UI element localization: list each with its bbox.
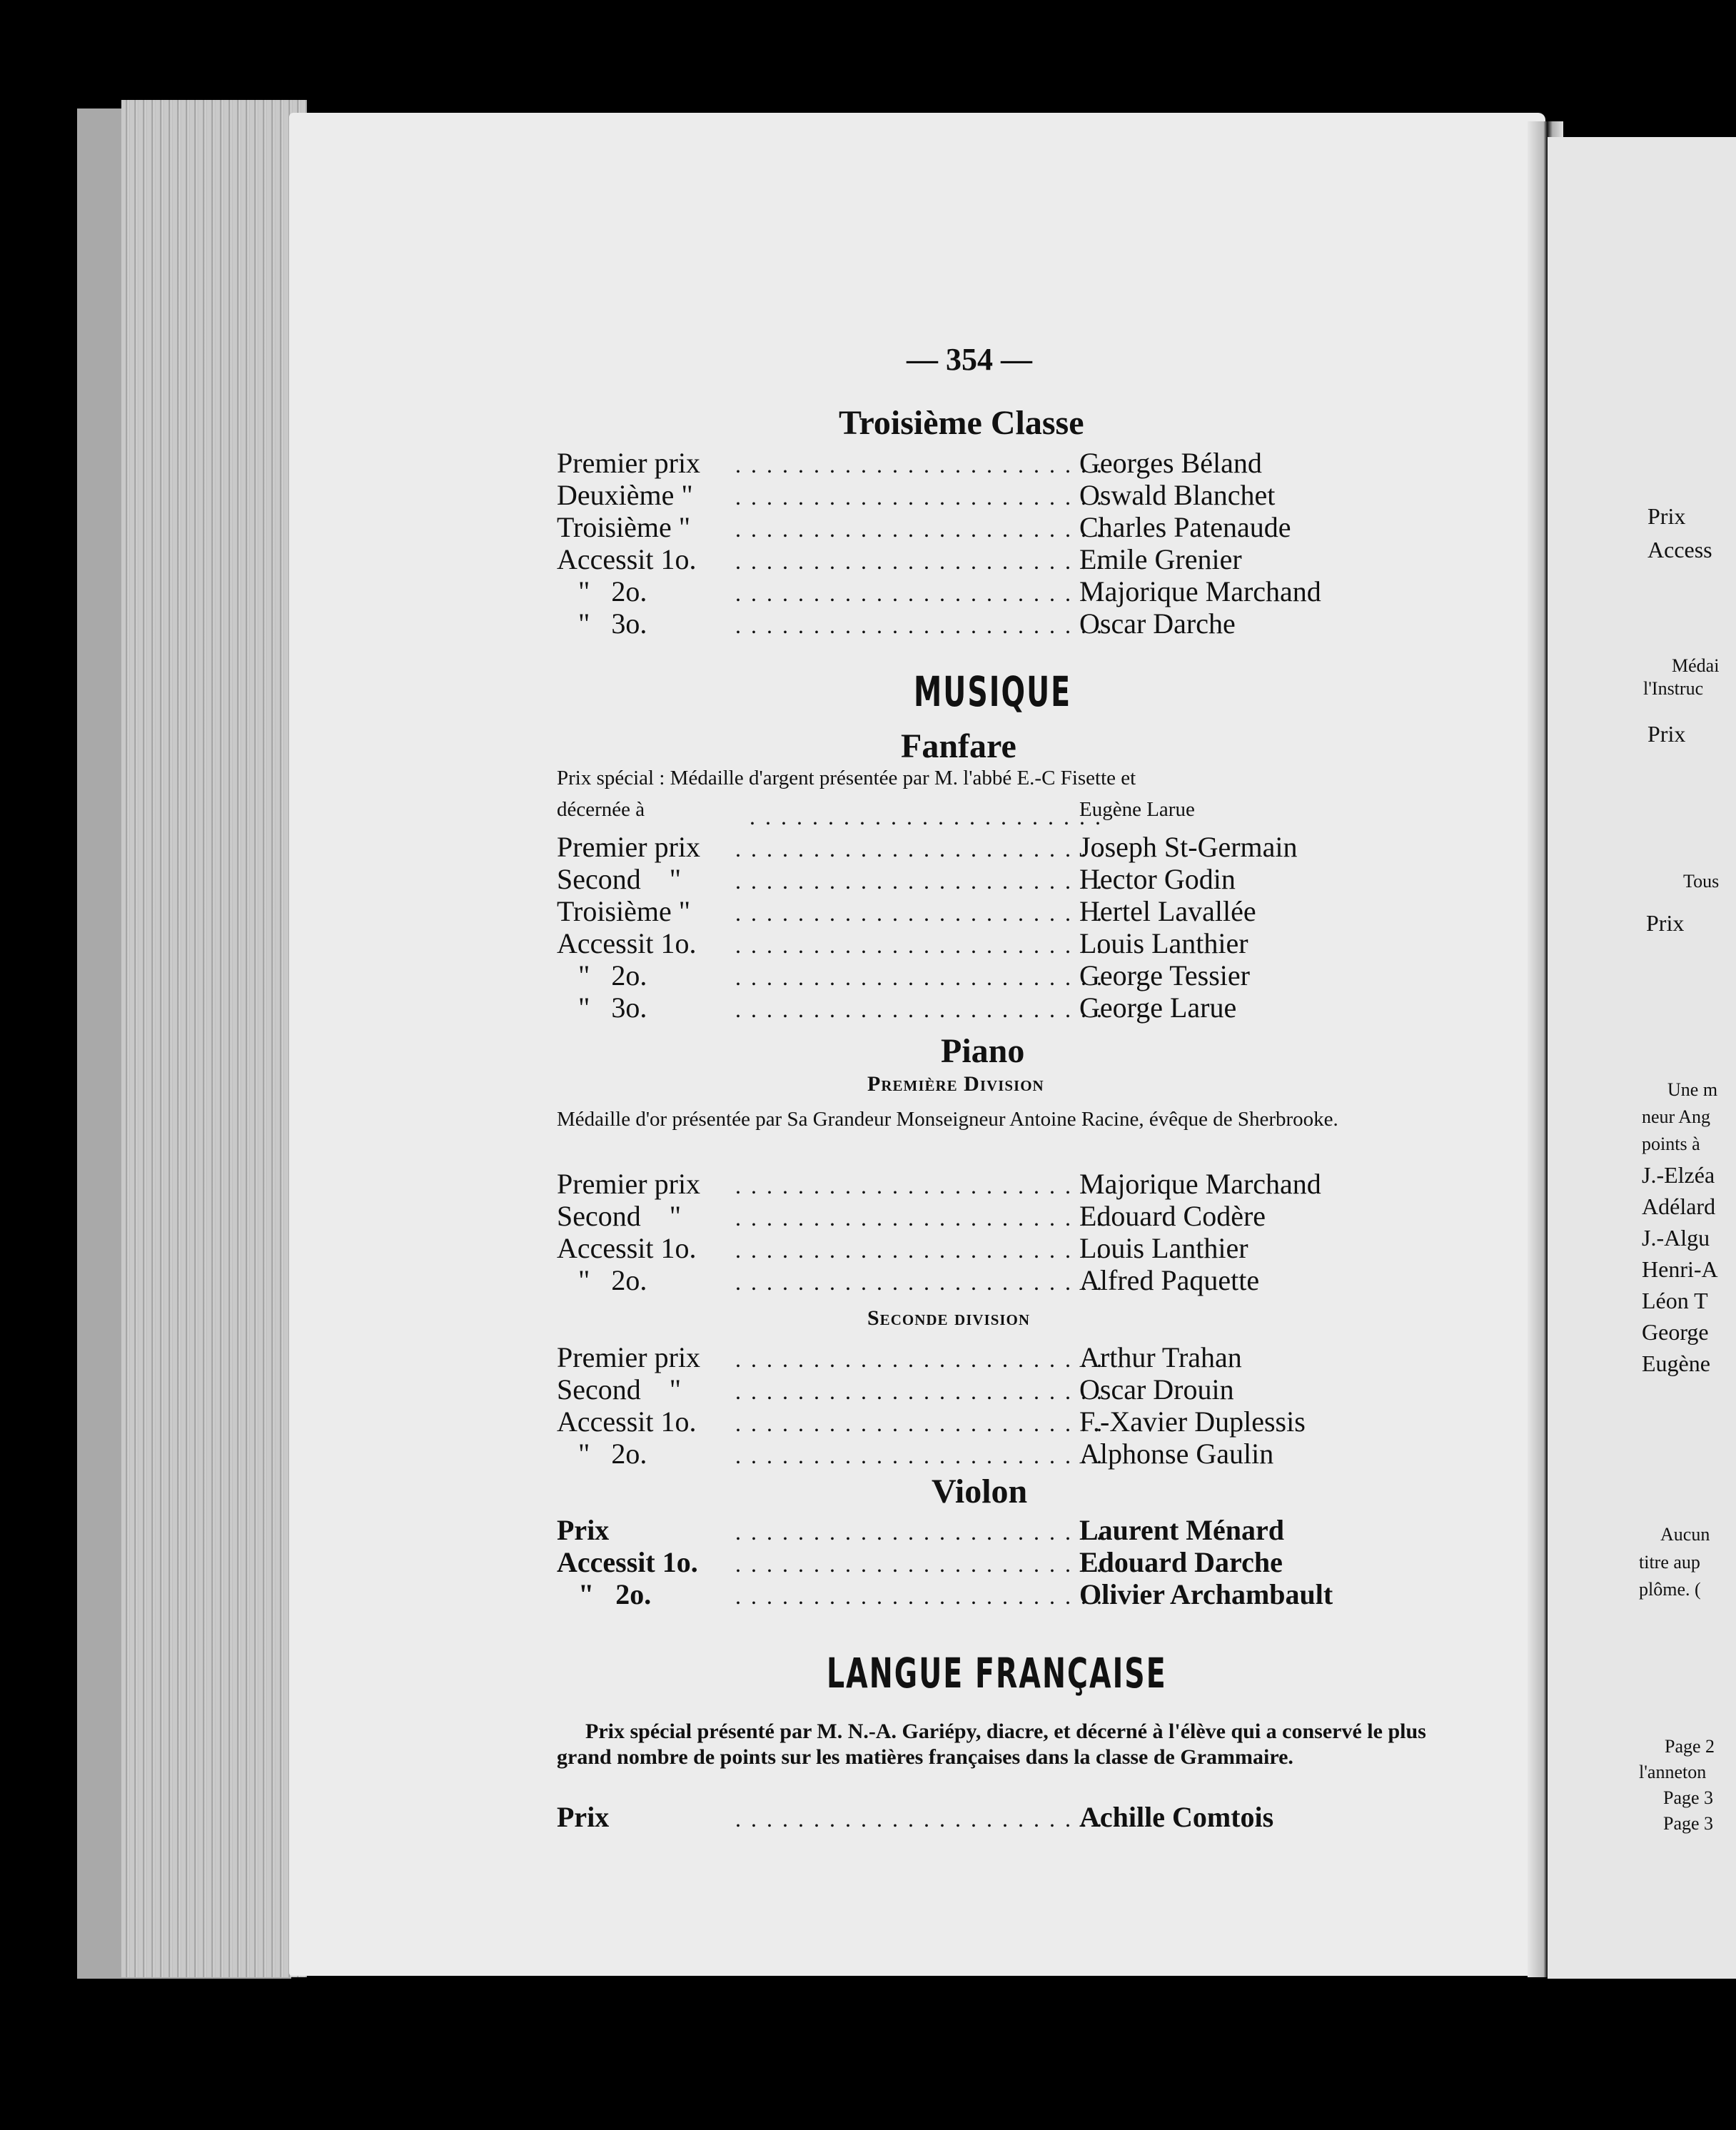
heading-langue-francaise: LANGUE FRANÇAISE bbox=[827, 1649, 1167, 1697]
page-number: — 354 — bbox=[907, 342, 1032, 377]
prize-row bbox=[557, 1800, 1399, 1832]
prize-row bbox=[557, 575, 1399, 606]
winner-name: Alphonse Gaulin bbox=[1079, 1438, 1274, 1470]
leader-dots bbox=[735, 1551, 1106, 1573]
prize-row bbox=[557, 991, 1399, 1022]
prize-label: " 3o. bbox=[557, 607, 647, 640]
right-fragment: George bbox=[1642, 1319, 1709, 1345]
prize-label: Accessit 1o. bbox=[557, 543, 697, 575]
leader-dots bbox=[735, 1269, 1106, 1291]
right-fragment: Prix bbox=[1646, 910, 1685, 936]
winner-name: Georges Béland bbox=[1079, 447, 1262, 479]
prize-row bbox=[557, 1199, 1399, 1231]
prize-row bbox=[557, 510, 1399, 542]
prize-label: Second " bbox=[557, 1373, 682, 1405]
prize-row bbox=[557, 478, 1399, 510]
prize-label: " 2o. bbox=[557, 959, 647, 991]
prize-label: " 2o. bbox=[557, 1264, 647, 1296]
right-fragment: Henri-A bbox=[1642, 1256, 1718, 1282]
right-fragment: Médai bbox=[1672, 655, 1720, 676]
prize-label: Troisième " bbox=[557, 511, 691, 543]
winner-name: Laurent Ménard bbox=[1079, 1514, 1285, 1546]
fanfare-special-row bbox=[557, 798, 1399, 829]
right-fragment: Prix bbox=[1647, 503, 1686, 529]
prize-row bbox=[557, 1263, 1399, 1295]
prize-label: Accessit 1o. bbox=[557, 1546, 698, 1578]
winner-name: Edouard Darche bbox=[1079, 1546, 1283, 1578]
winner-name: Charles Patenaude bbox=[1079, 511, 1291, 543]
leader-dots bbox=[735, 1378, 1106, 1400]
prize-label: Second " bbox=[557, 1200, 682, 1232]
prize-row bbox=[557, 1513, 1399, 1545]
prize-label: " 2o. bbox=[557, 1438, 647, 1470]
winner-name: Olivier Archambault bbox=[1079, 1578, 1333, 1610]
prize-label: Prix bbox=[557, 1801, 610, 1833]
prize-row bbox=[557, 862, 1399, 894]
leader-dots bbox=[735, 868, 1106, 889]
leader-dots bbox=[735, 1173, 1106, 1194]
prize-label: " 3o. bbox=[557, 991, 647, 1024]
leader-dots bbox=[735, 1583, 1106, 1605]
leader-dots bbox=[735, 1443, 1106, 1464]
leader-dots bbox=[735, 836, 1106, 857]
heading-musique: MUSIQUE bbox=[914, 667, 1072, 716]
right-fragment: Prix bbox=[1647, 721, 1686, 747]
leader-dots bbox=[735, 1410, 1106, 1432]
prize-row bbox=[557, 927, 1399, 958]
prize-label: Accessit 1o. bbox=[557, 1232, 697, 1264]
section-title-violon: Violon bbox=[932, 1473, 1028, 1510]
piano-medal-text: Médaille d'or présentée par Sa Grandeur Monseigneur Antoine Racine, évêque de Sherbrooke. bbox=[557, 1108, 1338, 1131]
leader-dots bbox=[735, 452, 1106, 473]
leader-dots bbox=[735, 996, 1106, 1018]
right-fragment: plôme. ( bbox=[1639, 1579, 1701, 1600]
prize-row bbox=[557, 830, 1399, 862]
winner-name: Hertel Lavallée bbox=[1079, 895, 1256, 927]
right-fragment: J.-Algu bbox=[1642, 1225, 1710, 1251]
prize-row bbox=[557, 1545, 1399, 1577]
winner-name: Emile Grenier bbox=[1079, 543, 1242, 575]
prize-row bbox=[557, 1437, 1399, 1468]
leader-dots bbox=[735, 1346, 1106, 1368]
subsection-premiere-division: Première Division bbox=[867, 1072, 1044, 1096]
winner-name: Alfred Paquette bbox=[1079, 1264, 1260, 1296]
winner-name: Oscar Drouin bbox=[1079, 1373, 1234, 1405]
prize-row bbox=[557, 1231, 1399, 1263]
prize-label: Premier prix bbox=[557, 1341, 701, 1373]
right-fragment: J.-Elzéa bbox=[1642, 1162, 1715, 1188]
winner-name: Joseph St-Germain bbox=[1079, 831, 1298, 863]
leader-dots bbox=[735, 1205, 1106, 1226]
winner-name: Achille Comtois bbox=[1079, 1801, 1274, 1833]
prize-label: Premier prix bbox=[557, 831, 701, 863]
prize-label: Premier prix bbox=[557, 447, 701, 479]
winner-name: Louis Lanthier bbox=[1079, 1232, 1248, 1264]
right-fragment: l'Instruc bbox=[1643, 678, 1704, 699]
right-fragment: Eugène bbox=[1642, 1351, 1710, 1376]
right-fragment: Access bbox=[1647, 537, 1712, 562]
leader-dots bbox=[735, 548, 1106, 570]
section-title-fanfare: Fanfare bbox=[901, 727, 1016, 765]
special-label: décernée à bbox=[557, 798, 645, 821]
prize-row bbox=[557, 607, 1399, 638]
winner-name: Oscar Darche bbox=[1079, 607, 1236, 640]
leader-dots bbox=[750, 804, 1106, 825]
right-fragment: l'anneton bbox=[1639, 1762, 1707, 1782]
winner-name: F.-Xavier Duplessis bbox=[1079, 1405, 1306, 1438]
prize-row bbox=[557, 1578, 1399, 1609]
prize-label: Prix bbox=[557, 1514, 610, 1546]
winner-name: Hector Godin bbox=[1079, 863, 1236, 895]
leader-dots bbox=[735, 484, 1106, 505]
section-title-troisieme-classe: Troisième Classe bbox=[839, 404, 1084, 442]
winner-name: Louis Lanthier bbox=[1079, 927, 1248, 959]
right-fragment: Page 2 bbox=[1665, 1736, 1715, 1757]
leader-dots bbox=[735, 964, 1106, 986]
right-fragment: Page 3 bbox=[1663, 1813, 1714, 1834]
langue-special-prize-text: Prix spécial présenté par M. N.-A. Gariépy, diacre, et décerné à l'élève qui a conservé le plus grand nombre de points sur les matières françaises dans la classe de Grammaire. bbox=[557, 1720, 1426, 1769]
prize-label: Deuxième " bbox=[557, 479, 693, 511]
fanfare-special-prize: Prix spécial : Médaille d'argent présentée par M. l'abbé E.-C Fisette et bbox=[557, 767, 1136, 789]
right-fragment: Une m bbox=[1667, 1079, 1718, 1100]
winner-name: Arthur Trahan bbox=[1079, 1341, 1242, 1373]
winner-name: Majorique Marchand bbox=[1079, 575, 1321, 607]
prize-label: Accessit 1o. bbox=[557, 1405, 697, 1438]
prize-label: Second " bbox=[557, 863, 682, 895]
leader-dots bbox=[735, 580, 1106, 602]
right-page bbox=[1548, 137, 1736, 1979]
page-stack-edge bbox=[121, 100, 307, 1977]
right-fragment: Tous bbox=[1683, 871, 1720, 892]
right-fragment: Léon T bbox=[1642, 1288, 1708, 1313]
winner-name: George Larue bbox=[1079, 991, 1237, 1024]
prize-row bbox=[557, 1405, 1399, 1436]
winner-name: Majorique Marchand bbox=[1079, 1168, 1321, 1200]
right-fragment: points à bbox=[1642, 1134, 1700, 1154]
right-fragment: titre aup bbox=[1639, 1552, 1700, 1573]
section-title-piano: Piano bbox=[941, 1032, 1025, 1070]
prize-label: Accessit 1o. bbox=[557, 927, 697, 959]
leader-dots bbox=[735, 516, 1106, 537]
prize-row bbox=[557, 1373, 1399, 1404]
leader-dots bbox=[735, 1237, 1106, 1258]
prize-row bbox=[557, 1167, 1399, 1198]
special-winner: Eugène Larue bbox=[1079, 798, 1195, 821]
prize-row bbox=[557, 1341, 1399, 1372]
prize-label: Premier prix bbox=[557, 1168, 701, 1200]
prize-label: " 2o. bbox=[557, 575, 647, 607]
right-fragment: Page 3 bbox=[1663, 1787, 1714, 1808]
right-fragment: neur Ang bbox=[1642, 1106, 1711, 1127]
leader-dots bbox=[735, 1806, 1106, 1827]
winner-name: George Tessier bbox=[1079, 959, 1250, 991]
prize-label: " 2o. bbox=[557, 1578, 652, 1610]
leader-dots bbox=[735, 900, 1106, 922]
prize-label: Troisième " bbox=[557, 895, 691, 927]
winner-name: Edouard Codère bbox=[1079, 1200, 1266, 1232]
right-fragment: Adélard bbox=[1642, 1193, 1716, 1219]
leader-dots bbox=[735, 1519, 1106, 1540]
prize-row bbox=[557, 446, 1399, 478]
right-fragment: Aucun bbox=[1660, 1524, 1710, 1545]
prize-row bbox=[557, 542, 1399, 574]
prize-row bbox=[557, 959, 1399, 990]
winner-name: Oswald Blanchet bbox=[1079, 479, 1276, 511]
prize-row bbox=[557, 894, 1399, 926]
leader-dots bbox=[735, 612, 1106, 634]
leader-dots bbox=[735, 932, 1106, 954]
subsection-seconde-division: Seconde division bbox=[867, 1306, 1031, 1330]
